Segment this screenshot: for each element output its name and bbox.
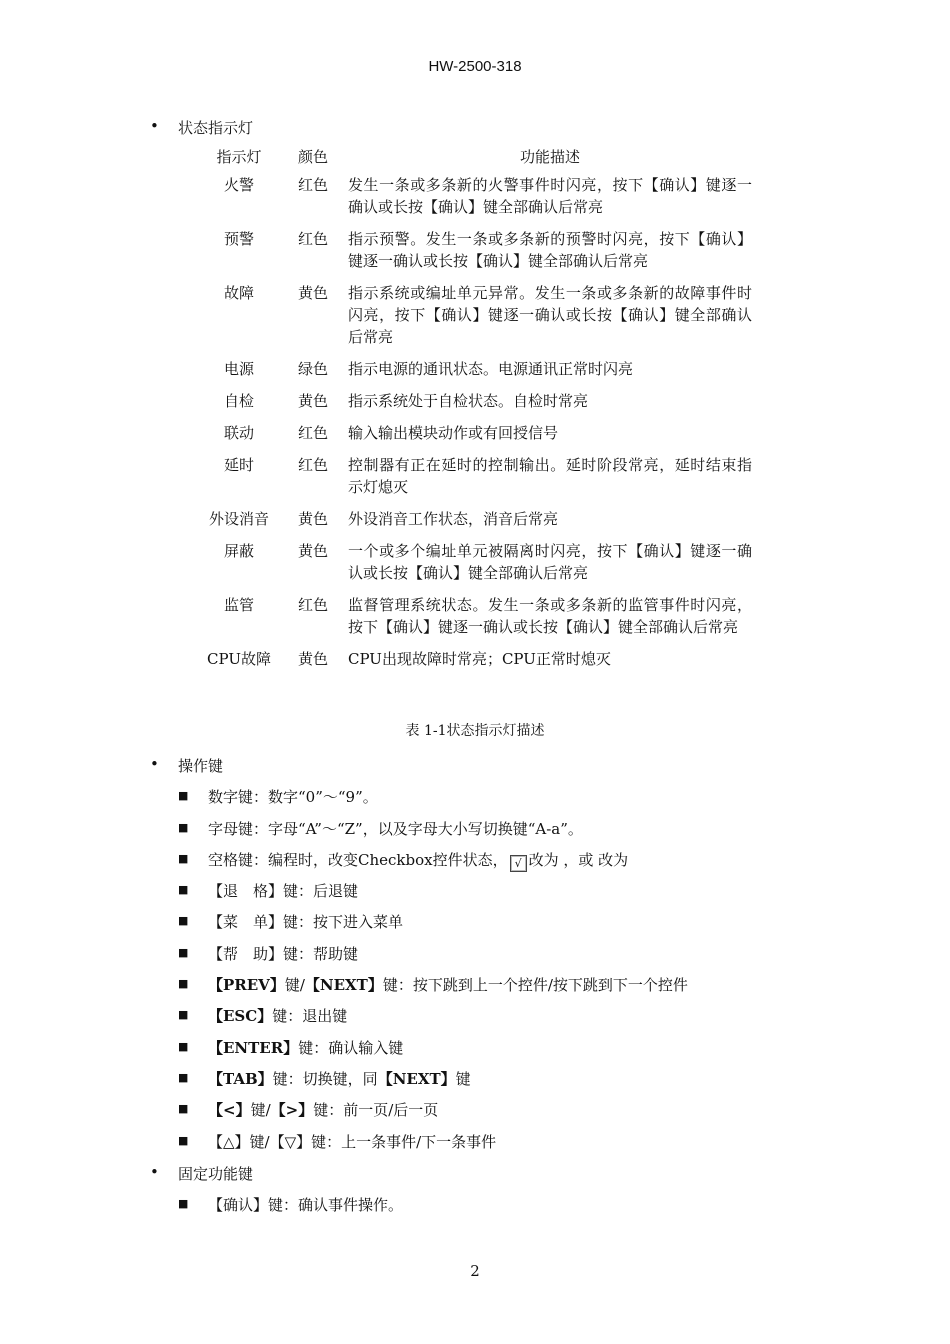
square-bullet-icon: ■ <box>178 883 189 896</box>
table-caption: 表 1-1状态指示灯描述 <box>405 723 545 739</box>
list-item-text <box>208 1005 347 1026</box>
square-bullet-icon: ■ <box>178 914 189 927</box>
table-row <box>200 390 752 422</box>
key-lt: 【<】 <box>208 1101 251 1119</box>
key-next: 【NEXT】 <box>377 1070 456 1088</box>
key-next: 【NEXT】 <box>304 976 383 994</box>
square-bullet-icon: ■ <box>178 977 189 990</box>
indicator-color: 红色 <box>297 176 328 194</box>
key-desc: 键：切换键，同 <box>272 1070 378 1088</box>
list-item-text: 【帮 助】键：帮助键 <box>208 945 359 963</box>
indicator-name: 联动 <box>223 424 254 442</box>
indicator-color: 绿色 <box>297 360 328 378</box>
key-tab: 【TAB】 <box>208 1070 273 1088</box>
section-title-keys: 操作键 <box>178 757 224 775</box>
indicator-color: 红色 <box>297 424 328 442</box>
key-desc: 键：按下跳到上一个控件/按下跳到下一个控件 <box>382 976 688 994</box>
indicator-color: 黄色 <box>297 650 328 668</box>
indicator-color: 红色 <box>297 230 328 248</box>
header-indicator: 指示灯 <box>216 148 262 166</box>
section-title-indicators: 状态指示灯 <box>178 119 254 137</box>
list-item-text <box>208 849 628 872</box>
page-header: HW-2500-318 <box>428 58 522 75</box>
key-gt: 【>】 <box>270 1101 314 1119</box>
indicator-color: 红色 <box>297 456 328 474</box>
indicator-name: 自检 <box>223 392 254 410</box>
key-desc: 键：退出键 <box>272 1007 348 1025</box>
indicator-desc: 控制器有正在延时的控制输出。延时阶段常亮，延时结束指示灯熄灭 <box>348 456 752 496</box>
indicator-name: 预警 <box>223 230 254 248</box>
table-row <box>200 594 752 648</box>
list-item-text <box>208 974 688 995</box>
table-row <box>200 454 752 508</box>
section-title-fixed-keys: 固定功能键 <box>178 1165 254 1183</box>
list-item-text: 【菜 单】键：按下进入菜单 <box>208 913 404 931</box>
table-row <box>200 508 752 540</box>
indicator-name: 火警 <box>223 176 254 194</box>
key-desc: 键：确认输入键 <box>298 1039 404 1057</box>
indicator-table <box>200 146 752 680</box>
space-key-desc-end: 改为 ，或 改为 <box>528 851 629 869</box>
square-bullet-icon: ■ <box>178 1134 189 1147</box>
list-item-text: 数字键：数字“0”～“9”。 <box>208 788 378 806</box>
square-bullet-icon: ■ <box>178 1102 189 1115</box>
table-row <box>200 358 752 390</box>
list-item-text <box>208 1099 438 1120</box>
table-row <box>200 228 752 282</box>
indicator-name: CPU故障 <box>207 650 271 668</box>
bullet-dot-icon: • <box>150 755 159 773</box>
indicator-name: 外设消音 <box>208 510 269 528</box>
indicator-name: 监管 <box>223 596 254 614</box>
table-row <box>200 174 752 228</box>
indicator-color: 黄色 <box>297 510 328 528</box>
indicator-desc: 输入输出模块动作或有回授信号 <box>348 424 559 442</box>
square-bullet-icon: ■ <box>178 1040 189 1053</box>
list-item-text: 【确认】键：确认事件操作。 <box>208 1196 404 1214</box>
indicator-color: 黄色 <box>297 392 328 410</box>
list-item-text <box>208 1037 403 1058</box>
square-bullet-icon: ■ <box>178 821 189 834</box>
header-color: 颜色 <box>297 148 328 166</box>
indicator-color: 黄色 <box>297 542 328 560</box>
list-item-text: 【退 格】键：后退键 <box>208 882 359 900</box>
bullet-dot-icon: • <box>150 117 159 135</box>
indicator-color: 红色 <box>297 596 328 614</box>
indicator-name: 故障 <box>223 284 254 302</box>
table-row <box>200 422 752 454</box>
checkbox-checked-icon: √ <box>510 855 527 872</box>
indicator-desc: 外设消音工作状态，消音后常亮 <box>348 510 559 528</box>
indicator-desc: 指示系统或编址单元异常。发生一条或多条新的故障事件时闪亮，按下【确认】键逐一确认或长按【确认】键全部确认后常亮 <box>348 284 752 346</box>
indicator-name: 电源 <box>223 360 254 378</box>
indicator-name: 屏蔽 <box>223 542 254 560</box>
key-esc: 【ESC】 <box>208 1007 273 1025</box>
list-item-text: 【△】键/【▽】键：上一条事件/下一条事件 <box>208 1133 497 1151</box>
header-description: 功能描述 <box>519 148 580 166</box>
square-bullet-icon: ■ <box>178 1197 189 1210</box>
key-desc: 键：前一页/后一页 <box>313 1101 439 1119</box>
indicator-desc: CPU出现故障时常亮；CPU正常时熄灭 <box>348 650 611 668</box>
key-desc-end: 键 <box>455 1070 471 1088</box>
square-bullet-icon: ■ <box>178 1071 189 1084</box>
indicator-color: 黄色 <box>297 284 328 302</box>
square-bullet-icon: ■ <box>178 946 189 959</box>
table-row <box>200 540 752 594</box>
key-sep: 键/ <box>284 976 305 994</box>
indicator-desc: 指示系统处于自检状态。自检时常亮 <box>348 392 589 410</box>
list-item-text: 字母键：字母“A”～“Z”，以及字母大小写切换键“A-a”。 <box>208 820 583 838</box>
list-item-text <box>208 1068 471 1089</box>
square-bullet-icon: ■ <box>178 1008 189 1021</box>
square-bullet-icon: ■ <box>178 789 189 802</box>
indicator-desc: 指示电源的通讯状态。电源通讯正常时闪亮 <box>348 360 634 378</box>
square-bullet-icon: ■ <box>178 852 189 865</box>
bullet-dot-icon: • <box>150 1163 159 1181</box>
indicator-desc: 指示预警。发生一条或多条新的预警时闪亮，按下【确认】键逐一确认或长按【确认】键全部确认后常亮 <box>348 230 752 270</box>
space-key-desc: 空格键：编程时，改变Checkbox控件状态， <box>208 851 508 869</box>
indicator-desc: 一个或多个编址单元被隔离时闪亮，按下【确认】键逐一确认或长按【确认】键全部确认后常亮 <box>348 542 752 582</box>
key-sep: 键/ <box>250 1101 271 1119</box>
table-header-row <box>200 146 752 174</box>
indicator-name: 延时 <box>223 456 254 474</box>
table-row <box>200 648 752 680</box>
indicator-desc: 发生一条或多条新的火警事件时闪亮，按下【确认】键逐一确认或长按【确认】键全部确认后常亮 <box>348 176 752 216</box>
key-prev: 【PREV】 <box>208 976 285 994</box>
page-number: 2 <box>470 1262 480 1280</box>
key-enter: 【ENTER】 <box>208 1039 299 1057</box>
indicator-desc: 监督管理系统状态。发生一条或多条新的监管事件时闪亮，按下【确认】键逐一确认或长按【确认】键全部确认后常亮 <box>348 596 752 636</box>
table-row <box>200 282 752 358</box>
